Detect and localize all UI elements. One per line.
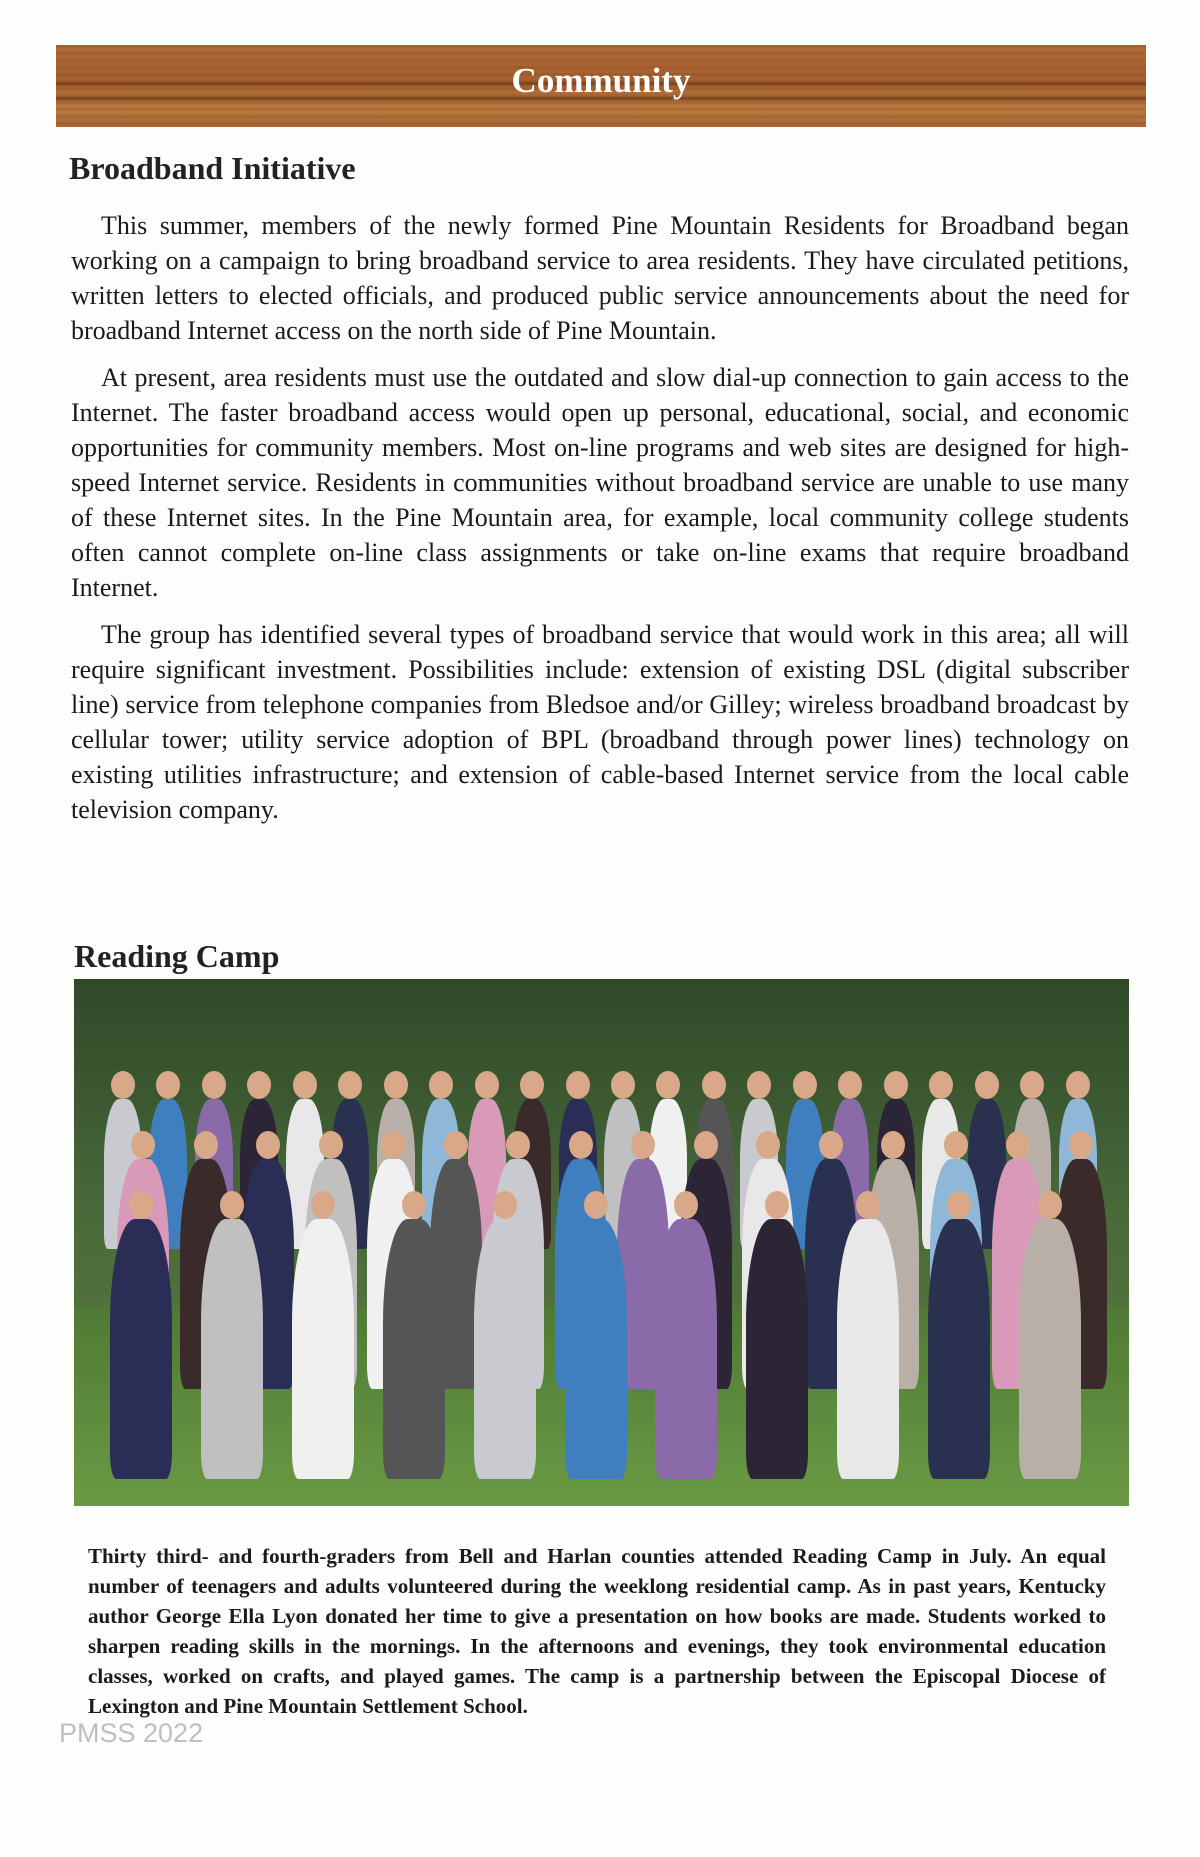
photo-person-head — [493, 1191, 517, 1219]
photo-person-head — [1020, 1071, 1044, 1099]
photo-person-head — [611, 1071, 635, 1099]
photo-person-head — [156, 1071, 180, 1099]
photo-person-head — [311, 1191, 335, 1219]
photo-person-head — [131, 1131, 155, 1159]
photo-person — [565, 1219, 627, 1479]
reading-camp-group-photo — [74, 979, 1129, 1506]
paragraph: The group has identified several types of broadband service that would work in this area; all will require significant investment. Possibilities include: extension of existing DSL (digital subscriber line) service from telephone companies from Bledsoe and/or Gilley; wireless broadband broadcast by cellular tower; utility service adoption of BPL (broadband through power lines) technology on existing utilities infrastructure; and extension of cable-based Internet service from the local cable television company. — [71, 620, 1129, 824]
photo-person-head — [819, 1131, 843, 1159]
photo-person-head — [506, 1131, 530, 1159]
photo-person-head — [947, 1191, 971, 1219]
paragraph: At present, area residents must use the outdated and slow dial-up connection to gain access to the Internet. The faster broadband access would open up personal, educational, social, and economic opportunities for community members. Most on-line programs and web sites are designed for high-speed Internet service. Residents in communities without broadband service are unable to use many of these Internet sites. In the Pine Mountain area, for example, local community college students often cannot complete on-line class assignments or take on-line exams that require broadband Internet. — [71, 363, 1129, 602]
photo-person-head — [584, 1191, 608, 1219]
photo-person-head — [220, 1191, 244, 1219]
photo-crowd — [104, 1059, 1109, 1439]
photo-person-head — [756, 1131, 780, 1159]
photo-person-head — [1066, 1071, 1090, 1099]
photo-person-head — [202, 1071, 226, 1099]
photo-person-head — [631, 1131, 655, 1159]
paragraph: This summer, members of the newly formed Pine Mountain Residents for Broadband began working on a campaign to bring broadband service to area residents. They have circulated petitions, written letters to elected officials, and produced public service announcements about the need for broadband Internet access on the north side of Pine Mountain. — [71, 211, 1129, 345]
photo-person-head — [884, 1071, 908, 1099]
photo-person-head — [702, 1071, 726, 1099]
photo-person-head — [384, 1071, 408, 1099]
photo-person — [474, 1219, 536, 1479]
photo-person-head — [520, 1071, 544, 1099]
photo-person-head — [338, 1071, 362, 1099]
photo-person-head — [129, 1191, 153, 1219]
broadband-body — [71, 208, 1129, 839]
photo-person-head — [944, 1131, 968, 1159]
photo-person — [201, 1219, 263, 1479]
photo-person-head — [747, 1071, 771, 1099]
photo-person-head — [194, 1131, 218, 1159]
photo-person-head — [402, 1191, 426, 1219]
photo-person — [746, 1219, 808, 1479]
broadband-heading: Broadband Initiative — [69, 150, 356, 186]
photo-person-head — [566, 1071, 590, 1099]
photo-person-head — [694, 1131, 718, 1159]
photo-person-head — [256, 1131, 280, 1159]
photo-person-head — [444, 1131, 468, 1159]
photo-person-head — [1038, 1191, 1062, 1219]
photo-person — [655, 1219, 717, 1479]
photo-person-head — [429, 1071, 453, 1099]
photo-person-head — [475, 1071, 499, 1099]
photo-caption: Thirty third- and fourth-graders from Bell and Harlan counties attended Reading Camp in July. An equal number of teenagers and adults volunteered during the weeklong residential camp. As in past years, Kentucky author George Ella Lyon donated her time to give a presentation on how books are made. Students worked to sharpen reading skills in the mornings. In the afternoons and evenings, they took environmental education classes, worked on crafts, and played games. The camp is a partnership between the Episcopal Diocese of Lexington and Pine Mountain Settlement School. — [88, 1544, 1106, 1718]
photo-person-head — [656, 1071, 680, 1099]
photo-person — [1019, 1219, 1081, 1479]
photo-person-head — [1006, 1131, 1030, 1159]
photo-person-head — [293, 1071, 317, 1099]
photo-person — [837, 1219, 899, 1479]
photo-person — [292, 1219, 354, 1479]
photo-person — [928, 1219, 990, 1479]
section-banner — [56, 45, 1146, 127]
photo-person-head — [569, 1131, 593, 1159]
photo-person-head — [319, 1131, 343, 1159]
photo-person-head — [975, 1071, 999, 1099]
photo-person-head — [881, 1131, 905, 1159]
section-title: Community — [511, 61, 691, 100]
photo-person-head — [1069, 1131, 1093, 1159]
watermark: PMSS 2022 — [59, 1718, 204, 1748]
photo-person-head — [929, 1071, 953, 1099]
photo-person-head — [793, 1071, 817, 1099]
photo-person — [383, 1219, 445, 1479]
photo-person-head — [111, 1071, 135, 1099]
photo-person — [110, 1219, 172, 1479]
reading-camp-heading: Reading Camp — [74, 938, 280, 974]
photo-person-head — [381, 1131, 405, 1159]
photo-person-head — [838, 1071, 862, 1099]
photo-person-head — [247, 1071, 271, 1099]
